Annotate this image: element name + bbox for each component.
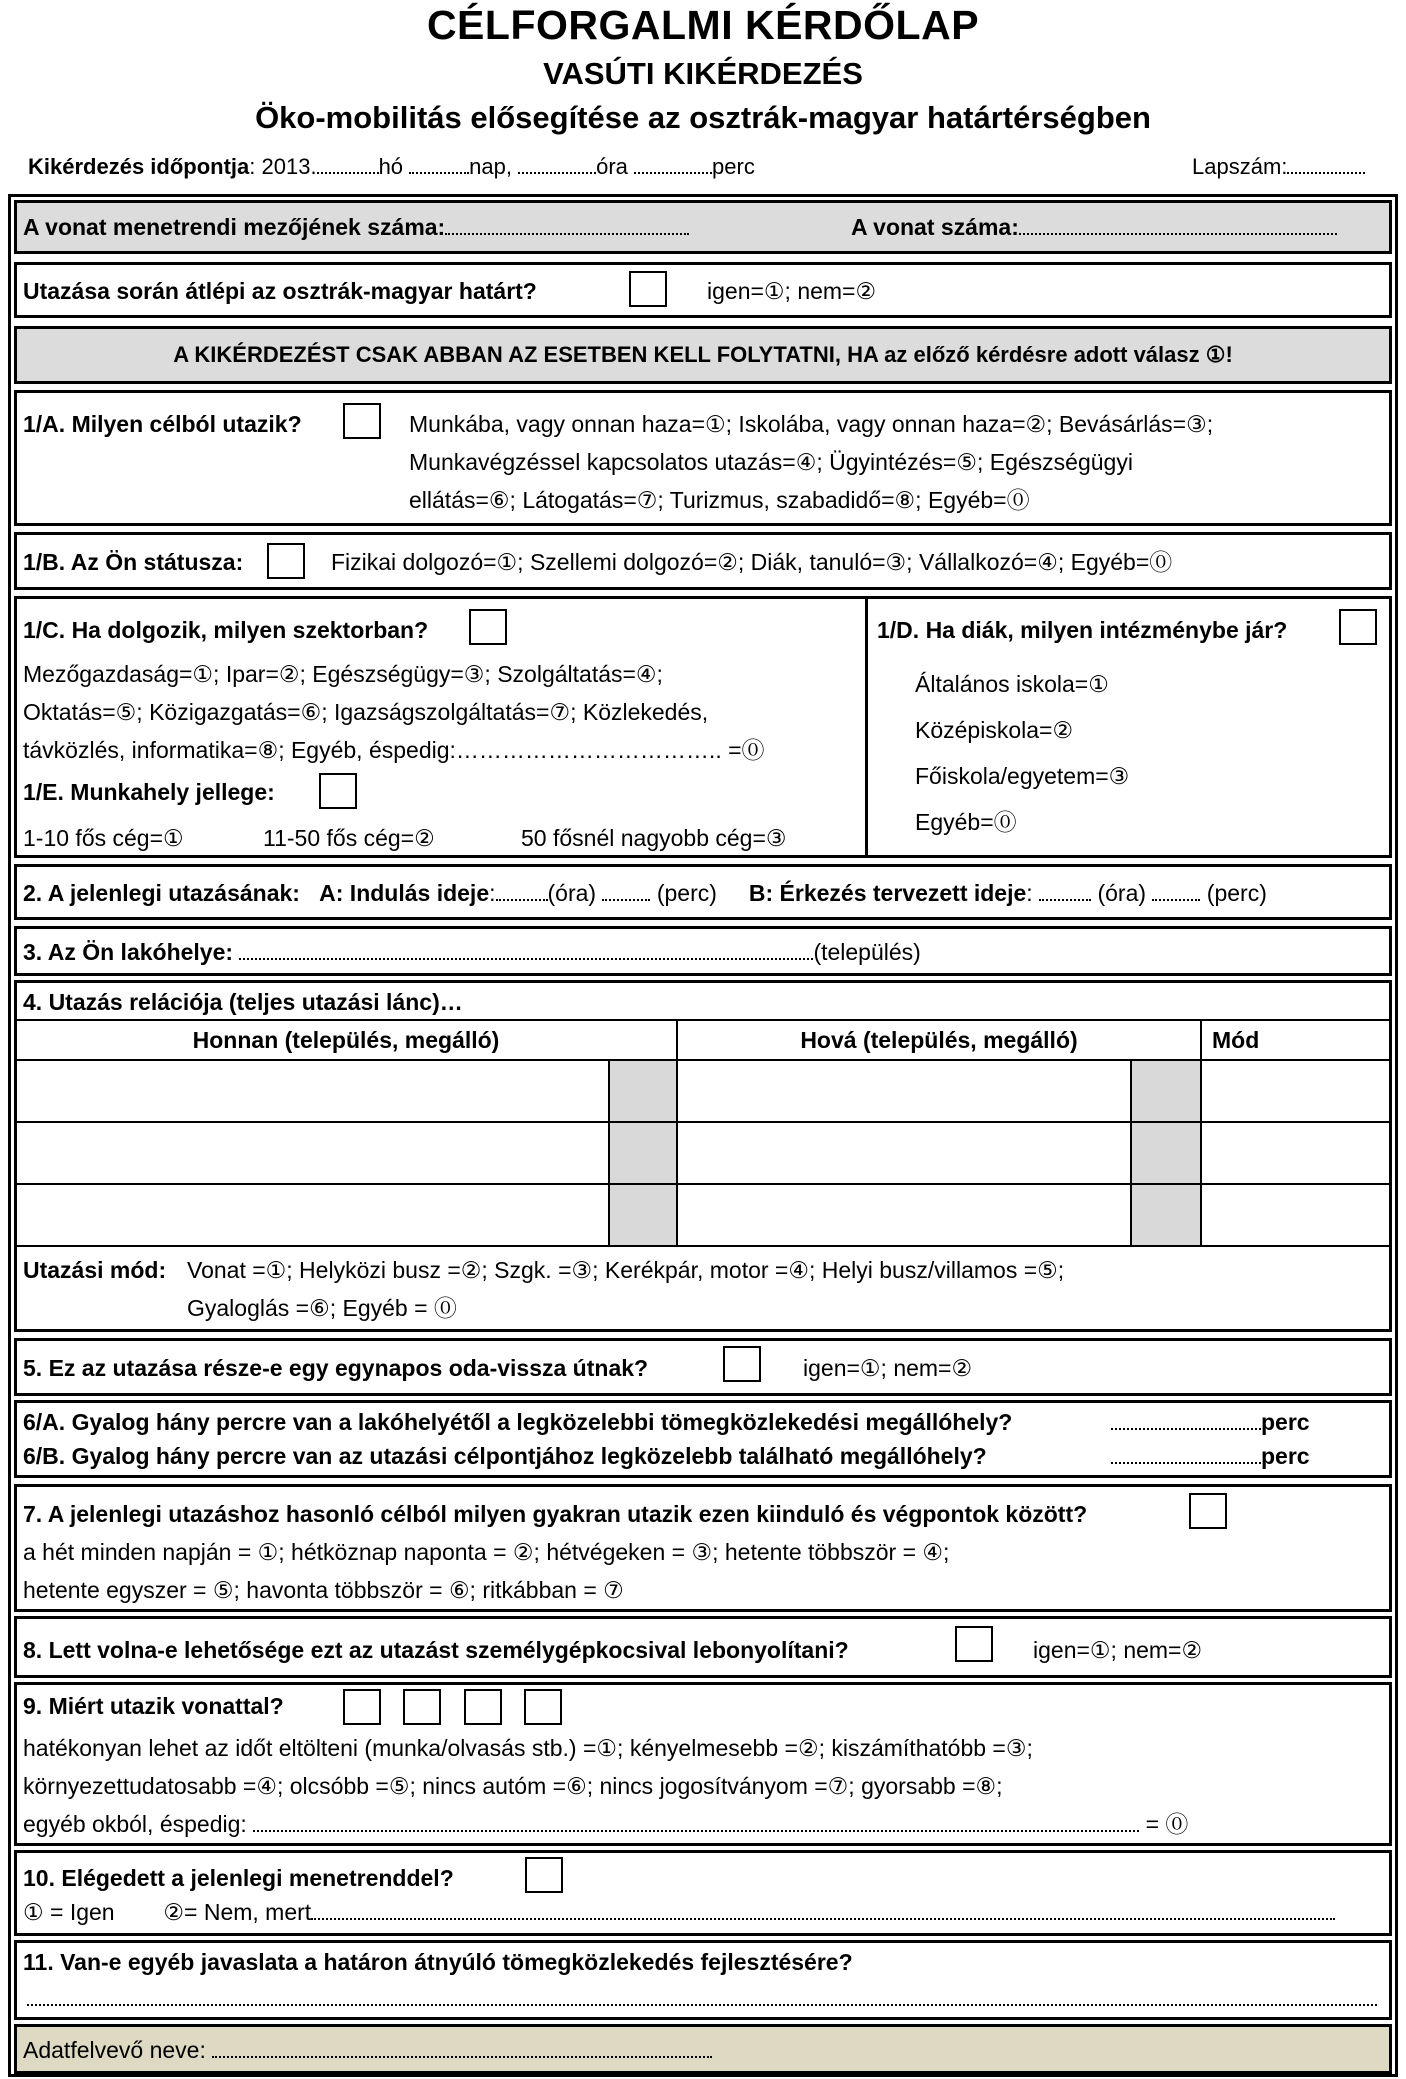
q10-reason-field[interactable] — [311, 1904, 1335, 1920]
border-options: igen=①; nem=② — [707, 278, 877, 304]
q1b-options: Fizikai dolgozó=①; Szellemi dolgozó=②; Diák, tanuló=③; Vállalkozó=④; Egyéb=⓪ — [331, 549, 1173, 575]
q3-section — [14, 926, 1392, 976]
interviewer-section — [14, 2024, 1392, 2074]
arrival-min-unit: (perc) — [1206, 880, 1267, 906]
q8-options: igen=①; nem=② — [1033, 1637, 1203, 1663]
interview-date-row — [28, 154, 755, 180]
q1d-label: 1/D. Ha diák, milyen intézménybe jár? — [877, 617, 1288, 643]
q1c-label: 1/C. Ha dolgozik, milyen szektorban? — [23, 617, 429, 643]
sheet-number-row — [1192, 154, 1365, 180]
date-day-label: nap, — [469, 154, 512, 179]
q1c-options-line3: távközlés, informatika=⑧; Egyéb, éspedig:…………………………….. =⓪ — [23, 737, 765, 763]
border-question: Utazása során átlépi az osztrák-magyar határt? — [23, 278, 537, 304]
q1e-option-3: 50 fősnél nagyobb cég=③ — [521, 825, 787, 851]
column-divider — [865, 599, 868, 855]
q5-options: igen=①; nem=② — [803, 1355, 973, 1381]
from-cell[interactable] — [15, 1122, 609, 1184]
q1b-answer-box[interactable] — [267, 543, 305, 579]
q10-no: ②= Nem, mert — [163, 1899, 312, 1925]
to-mode-cell — [1131, 1122, 1201, 1184]
q1c-answer-box[interactable] — [469, 609, 507, 645]
departure-hour-unit: (óra) — [547, 880, 597, 906]
q4-section — [14, 980, 1392, 1332]
border-section — [14, 262, 1392, 318]
sheet-number-field[interactable] — [1287, 158, 1365, 174]
q6-section — [14, 1400, 1392, 1478]
q9-other-label: egyéb okból, éspedig: — [23, 1811, 247, 1837]
q2-departure-label: A: Indulás ideje — [319, 880, 490, 906]
q1d-option-4: Egyéb=⓪ — [915, 809, 1017, 835]
q9-options-line2: környezettudatosabb =④; olcsóbb =⑤; nincs autóm =⑥; nincs jogosítványom =⑦; gyorsabb =⑧; — [23, 1773, 1003, 1799]
q11-answer-field[interactable] — [27, 1990, 1377, 2006]
modes-label: Utazási mód: — [23, 1257, 167, 1283]
q9-answer-box-3[interactable] — [464, 1689, 502, 1725]
q10-section — [14, 1850, 1392, 1936]
arrival-min-field[interactable] — [1152, 885, 1200, 901]
q1d-option-1: Általános iskola=① — [915, 671, 1109, 697]
q3-suffix: (település) — [813, 939, 921, 965]
q1d-answer-box[interactable] — [1339, 609, 1377, 645]
timetable-label: A vonat menetrendi mezőjének száma: — [23, 214, 446, 240]
col-from: Honnan (település, megálló) — [15, 1020, 677, 1060]
date-minute-label: perc — [712, 154, 755, 179]
table-row — [15, 1184, 1391, 1246]
q1e-option-2: 11-50 fős cég=② — [263, 825, 435, 851]
minute-field[interactable] — [634, 158, 712, 174]
from-mode-cell — [609, 1122, 677, 1184]
relation-table-header — [15, 1020, 1391, 1060]
q7-options-line2: hetente egyszer = ⑤; havonta többször = ⑥; ritkábban = ⑦ — [23, 1577, 624, 1603]
residence-field[interactable] — [239, 944, 813, 960]
q1e-answer-box[interactable] — [319, 773, 357, 809]
to-mode-cell — [1131, 1184, 1201, 1246]
q6a-label: 6/A. Gyalog hány percre van a lakóhelyétől a legközelebbi tömegközlekedési megállóhely? — [23, 1409, 1013, 1435]
relation-table — [14, 1019, 1392, 1247]
q7-label: 7. A jelenlegi utazáshoz hasonló célból milyen gyakran utazik ezen kiinduló és végpontok között? — [23, 1501, 1088, 1527]
q8-answer-box[interactable] — [955, 1626, 993, 1662]
train-number-label: A vonat száma: — [851, 214, 1019, 240]
q1d-option-2: Középiskola=② — [915, 717, 1074, 743]
date-label: Kikérdezés időpontja — [28, 154, 250, 179]
q1a-label: 1/A. Milyen célból utazik? — [23, 411, 302, 437]
q1b-section — [14, 532, 1392, 590]
q6b-field[interactable] — [1111, 1448, 1261, 1464]
q7-answer-box[interactable] — [1189, 1493, 1227, 1529]
to-cell[interactable] — [677, 1060, 1131, 1122]
to-cell[interactable] — [677, 1122, 1131, 1184]
to-mode-cell — [1131, 1060, 1201, 1122]
table-row — [15, 1060, 1391, 1122]
date-month-label: hó — [378, 154, 404, 179]
col-mode: Mód — [1201, 1020, 1391, 1060]
q9-other-field[interactable] — [253, 1816, 1139, 1832]
q2-arrival-label: B: Érkezés tervezett ideje — [748, 880, 1027, 906]
q1cde-section — [14, 596, 1392, 858]
form-title: CÉLFORGALMI KÉRDŐLAP — [426, 2, 980, 48]
table-row — [15, 1122, 1391, 1184]
q8-section — [14, 1616, 1392, 1678]
q1a-answer-box[interactable] — [343, 403, 381, 439]
departure-min-unit: (perc) — [656, 880, 717, 906]
departure-min-field[interactable] — [602, 885, 650, 901]
from-cell[interactable] — [15, 1060, 609, 1122]
interviewer-field[interactable] — [212, 2042, 712, 2058]
from-cell[interactable] — [15, 1184, 609, 1246]
continue-notice: A KIKÉRDEZÉST CSAK ABBAN AZ ESETBEN KELL FOLYTATNI, HA az előző kérdésre adott válasz ①! — [173, 342, 1233, 367]
q1a-options-line2: Munkavégzéssel kapcsolatos utazás=④; Ügyintézés=⑤; Egészségügyi — [409, 449, 1133, 475]
q9-options-line1: hatékonyan lehet az időt eltölteni (munka/olvasás stb.) =①; kényelmesebb =②; kiszámíthatóbb =③; — [23, 1735, 1033, 1761]
from-mode-cell — [609, 1184, 677, 1246]
q10-label: 10. Elégedett a jelenlegi menetrenddel? — [23, 1865, 454, 1891]
q8-label: 8. Lett volna-e lehetősége ezt az utazást személygépkocsival lebonyolítani? — [23, 1637, 849, 1663]
q1c-options-line1: Mezőgazdaság=①; Ipar=②; Egészségügy=③; Szolgáltatás=④; — [23, 661, 663, 687]
mode-cell[interactable] — [1201, 1122, 1391, 1184]
q6a-field[interactable] — [1111, 1414, 1261, 1430]
date-year: : 2013. — [249, 154, 317, 179]
q1a-section — [14, 390, 1392, 526]
modes-line1: Vonat =①; Helyközi busz =②; Szgk. =③; Kerékpár, motor =④; Helyi busz/villamos =⑤; — [187, 1257, 1065, 1283]
q9-label: 9. Miért utazik vonattal? — [23, 1693, 284, 1719]
q1e-label: 1/E. Munkahely jellege: — [23, 779, 275, 805]
q1b-label: 1/B. Az Ön státusza: — [23, 549, 244, 575]
day-field[interactable] — [409, 158, 469, 174]
col-to: Hová (település, megálló) — [677, 1020, 1201, 1060]
q9-other-code: = ⓪ — [1145, 1811, 1189, 1837]
q2-row: 2. A jelenlegi utazásának: A: Indulás ideje: (óra) (perc) B: Érkezés tervezett ideje: (óra) (perc) — [23, 880, 1267, 906]
to-cell[interactable] — [677, 1184, 1131, 1246]
q7-section — [14, 1484, 1392, 1612]
arrival-hour-unit: (óra) — [1097, 880, 1147, 906]
border-answer-box[interactable] — [629, 271, 667, 307]
arrival-hour-field[interactable] — [1039, 885, 1091, 901]
q1d-option-3: Főiskola/egyetem=③ — [915, 763, 1130, 789]
q6b-unit: perc — [1261, 1443, 1310, 1469]
q9-answer-box-4[interactable] — [524, 1689, 562, 1725]
q5-label: 5. Ez az utazása része-e egy egynapos oda-vissza útnak? — [23, 1355, 649, 1381]
q11-label: 11. Van-e egyéb javaslata a határon átnyúló tömegközlekedés fejlesztésére? — [23, 1949, 853, 1975]
departure-hour-field[interactable] — [496, 885, 548, 901]
interviewer-label: Adatfelvevő neve: — [23, 2037, 206, 2063]
q2-label: 2. A jelenlegi utazásának: — [23, 880, 300, 906]
q9-answer-box-1[interactable] — [343, 1689, 381, 1725]
form-subtitle: VASÚTI KIKÉRDEZÉS — [543, 56, 863, 91]
timetable-field[interactable] — [445, 219, 689, 235]
date-hour-label: óra — [596, 154, 628, 179]
train-number-field[interactable] — [1019, 219, 1337, 235]
hour-field[interactable] — [518, 158, 596, 174]
q2-section — [14, 864, 1392, 920]
month-field[interactable] — [317, 158, 379, 174]
mode-cell[interactable] — [1201, 1060, 1391, 1122]
q5-answer-box[interactable] — [723, 1346, 761, 1382]
q9-answer-box-2[interactable] — [403, 1689, 441, 1725]
q9-section — [14, 1682, 1392, 1846]
q1a-options-line1: Munkába, vagy onnan haza=①; Iskolába, vagy onnan haza=②; Bevásárlás=③; — [409, 411, 1214, 437]
q10-yes: ① = Igen — [23, 1899, 115, 1925]
q1e-option-1: 1-10 fős cég=① — [23, 825, 184, 851]
q6b-label: 6/B. Gyalog hány percre van az utazási célpontjához legközelebb található megállóhely? — [23, 1443, 987, 1469]
project-title: Öko-mobilitás elősegítése az osztrák-magyar határtérségben — [255, 100, 1151, 135]
q5-section — [14, 1338, 1392, 1396]
q1c-options-line2: Oktatás=⑤; Közigazgatás=⑥; Igazságszolgáltatás=⑦; Közlekedés, — [23, 699, 709, 725]
q10-answer-box[interactable] — [525, 1857, 563, 1893]
q7-options-line1: a hét minden napján = ①; hétköznap naponta = ②; hétvégeken = ③; hetente többször = ④; — [23, 1539, 950, 1565]
train-section — [14, 200, 1392, 254]
notice-section — [14, 326, 1392, 384]
q1a-options-line3: ellátás=⑥; Látogatás=⑦; Turizmus, szabadidő=⑧; Egyéb=⓪ — [409, 487, 1030, 513]
sheet-label: Lapszám: — [1192, 154, 1288, 179]
q4-label: 4. Utazás relációja (teljes utazási lánc)… — [23, 989, 463, 1015]
from-mode-cell — [609, 1060, 677, 1122]
q6a-unit: perc — [1261, 1409, 1310, 1435]
q3-label: 3. Az Ön lakóhelye: — [23, 939, 234, 965]
modes-line2: Gyaloglás =⑥; Egyéb = ⓪ — [187, 1295, 457, 1321]
q11-section — [14, 1940, 1392, 2020]
mode-cell[interactable] — [1201, 1184, 1391, 1246]
